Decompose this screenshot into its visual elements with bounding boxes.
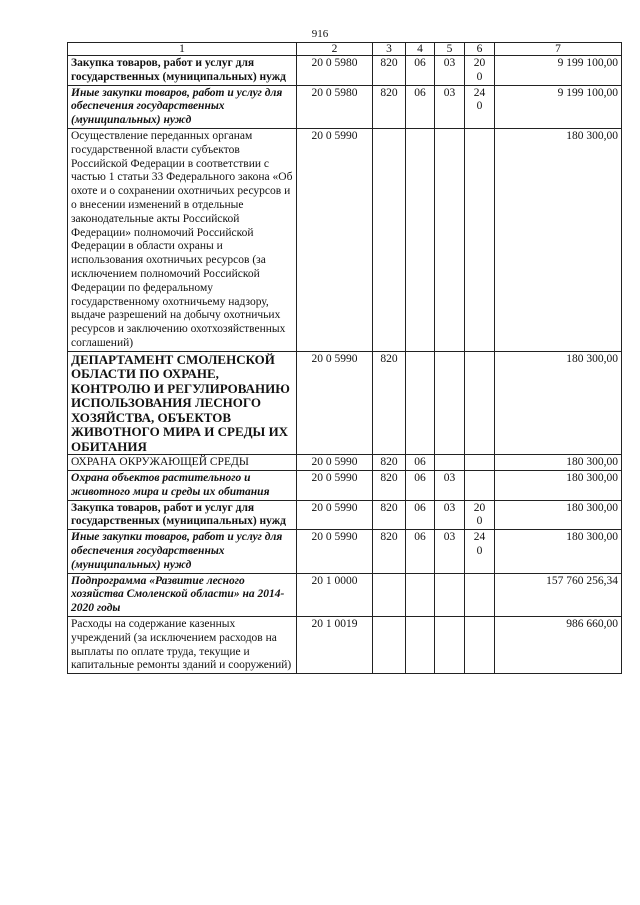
row-subsection-code: [435, 128, 465, 351]
row-subsection-code: [435, 455, 465, 471]
row-section-code: [406, 573, 435, 616]
row-name: Иные закупки товаров, работ и услуг для обеспечения государственных (муниципальных) нужд: [68, 530, 297, 573]
row-section-code: [406, 617, 435, 674]
row-target-code: 20 1 0019: [297, 617, 373, 674]
row-subsection-code: 03: [435, 500, 465, 530]
table-row: [68, 85, 622, 128]
col-header-4: 4: [406, 43, 435, 56]
row-amount: 9 199 100,00: [495, 85, 622, 128]
row-amount: 180 300,00: [495, 128, 622, 351]
row-expense-type-value: 240: [473, 531, 486, 558]
row-name: Охрана объектов растительного и животного мира и среды их обитания: [68, 471, 297, 501]
row-name: Осуществление переданных органам государственной власти субъектов Российской Федерации в соответствии с частью 1 статьи 33 Федерального закона «Об охоте и о сохранении охотничьих ресурсов и о внесении изменений в отдельные законодательные акты Российской Федерации» полномочий Российской Федерации в области охраны и использования охотничьих ресурсов (за исключением полномочий Российской Федерации по федеральному государственному охотничьему надзору, выдаче разрешений на добычу охотничьих ресурсов и заключению охотхозяйственных соглашений): [68, 128, 297, 351]
row-subsection-code: [435, 573, 465, 616]
row-expense-type-value: 240: [473, 86, 486, 113]
budget-table: [67, 42, 622, 674]
col-header-6: 6: [465, 43, 495, 56]
row-name: Расходы на содержание казенных учреждений (за исключением расходов на выплаты по оплате труда, текущие и капитальные ремонты зданий и сооружений): [68, 617, 297, 674]
row-target-code: 20 0 5990: [297, 530, 373, 573]
row-amount: 986 660,00: [495, 617, 622, 674]
row-expense-type-code: [465, 573, 495, 616]
row-amount: 9 199 100,00: [495, 56, 622, 86]
row-section-code: 06: [406, 500, 435, 530]
col-header-1: 1: [68, 43, 297, 56]
col-header-7: 7: [495, 43, 622, 56]
col-header-5: 5: [435, 43, 465, 56]
row-section-code: 06: [406, 85, 435, 128]
row-section-code: 06: [406, 471, 435, 501]
table-row: [68, 530, 622, 573]
row-expense-type-code: [465, 351, 495, 455]
row-expense-type-code: [465, 455, 495, 471]
col-header-2: 2: [297, 43, 373, 56]
row-amount: 180 300,00: [495, 500, 622, 530]
row-expense-type-code: [465, 500, 495, 530]
row-section-code: 06: [406, 530, 435, 573]
row-target-code: 20 0 5990: [297, 500, 373, 530]
row-name: Закупка товаров, работ и услуг для государственных (муниципальных) нужд: [68, 56, 297, 86]
table-row: [68, 500, 622, 530]
row-expense-type-code: [465, 85, 495, 128]
row-grbs-code: [373, 573, 406, 616]
row-section-code: [406, 128, 435, 351]
row-name: Подпрограмма «Развитие лесного хозяйства Смоленской области» на 2014-2020 годы: [68, 573, 297, 616]
table-row: [68, 351, 622, 455]
col-header-3: 3: [373, 43, 406, 56]
row-name: ДЕПАРТАМЕНТ СМОЛЕНСКОЙ ОБЛАСТИ ПО ОХРАНЕ, КОНТРОЛЮ И РЕГУЛИРОВАНИЮ ИСПОЛЬЗОВАНИЯ ЛЕСНОГО ХОЗЯЙСТВА, ОБЪЕКТОВ ЖИВОТНОГО МИРА И СРЕДЫ ИХ ОБИТАНИЯ: [68, 351, 297, 455]
row-subsection-code: [435, 351, 465, 455]
row-subsection-code: 03: [435, 471, 465, 501]
row-grbs-code: 820: [373, 56, 406, 86]
row-expense-type-code: [465, 128, 495, 351]
row-amount: 180 300,00: [495, 471, 622, 501]
table-body: [68, 56, 622, 674]
table-row: [68, 617, 622, 674]
row-target-code: 20 0 5990: [297, 128, 373, 351]
row-grbs-code: 820: [373, 85, 406, 128]
row-grbs-code: [373, 128, 406, 351]
row-grbs-code: 820: [373, 455, 406, 471]
row-amount: 180 300,00: [495, 351, 622, 455]
row-section-code: 06: [406, 455, 435, 471]
row-subsection-code: 03: [435, 85, 465, 128]
row-amount: 180 300,00: [495, 530, 622, 573]
row-expense-type-code: [465, 56, 495, 86]
row-section-code: 06: [406, 56, 435, 86]
row-subsection-code: 03: [435, 530, 465, 573]
row-subsection-code: 03: [435, 56, 465, 86]
row-grbs-code: 820: [373, 351, 406, 455]
table-row: [68, 56, 622, 86]
row-grbs-code: 820: [373, 471, 406, 501]
row-target-code: 20 0 5990: [297, 455, 373, 471]
row-expense-type-code: [465, 530, 495, 573]
row-expense-type-code: [465, 471, 495, 501]
table-row: [68, 455, 622, 471]
row-grbs-code: 820: [373, 500, 406, 530]
row-expense-type-value: 200: [473, 501, 486, 528]
row-name: ОХРАНА ОКРУЖАЮЩЕЙ СРЕДЫ: [68, 455, 297, 471]
table-row: [68, 573, 622, 616]
row-grbs-code: [373, 617, 406, 674]
table-row: [68, 128, 622, 351]
row-name: Закупка товаров, работ и услуг для государственных (муниципальных) нужд: [68, 500, 297, 530]
row-amount: 180 300,00: [495, 455, 622, 471]
row-target-code: 20 0 5990: [297, 471, 373, 501]
row-amount: 157 760 256,34: [495, 573, 622, 616]
table-row: [68, 471, 622, 501]
row-target-code: 20 0 5990: [297, 351, 373, 455]
row-target-code: 20 0 5980: [297, 56, 373, 86]
row-subsection-code: [435, 617, 465, 674]
row-target-code: 20 1 0000: [297, 573, 373, 616]
row-expense-type-value: 200: [473, 57, 486, 83]
row-grbs-code: 820: [373, 530, 406, 573]
page-number: 916: [311, 28, 329, 40]
row-name: Иные закупки товаров, работ и услуг для обеспечения государственных (муниципальных) нужд: [68, 85, 297, 128]
row-expense-type-code: [465, 617, 495, 674]
header-row: [68, 43, 622, 56]
row-section-code: [406, 351, 435, 455]
row-target-code: 20 0 5980: [297, 85, 373, 128]
